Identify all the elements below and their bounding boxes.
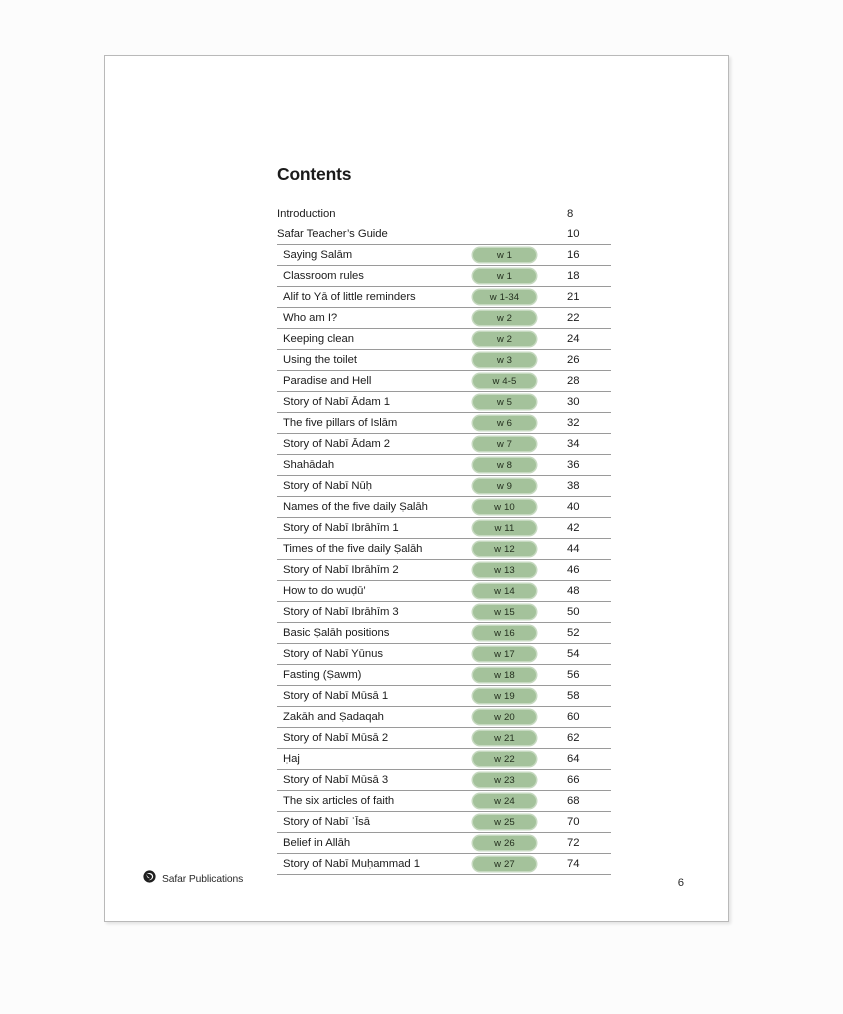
toc-entry-page-number: 30 (567, 396, 580, 408)
worksheet-badge (473, 752, 536, 766)
worksheet-badge-label: w 1 (496, 249, 513, 261)
worksheet-badge (473, 416, 536, 430)
toc-entry-page-number: 54 (567, 648, 580, 660)
toc-entry-title: Story of Nabī Yūnus (283, 648, 383, 660)
worksheet-badge-label: w 23 (494, 774, 515, 786)
toc-entry-title: Story of Nabī Ibrāhīm 3 (283, 606, 399, 618)
toc-entry-title: Names of the five daily Ṣalāh (283, 501, 428, 513)
document-page (104, 55, 729, 922)
toc-entry-title: How to do wuḍū’ (283, 585, 366, 597)
toc-entry-page-number: 40 (567, 501, 580, 513)
table-row (277, 307, 611, 328)
toc-entry-page-number: 36 (567, 459, 580, 471)
worksheet-badge-label: w 19 (494, 690, 515, 702)
worksheet-badge-label: w 15 (494, 606, 515, 618)
toc-entry-page-number: 38 (567, 480, 580, 492)
table-row (277, 224, 611, 244)
table-row (277, 853, 611, 875)
worksheet-badge-pill (473, 479, 536, 493)
toc-entry-title: Story of Nabī Nūḥ (283, 480, 372, 492)
toc-entry-title: Basic Ṣalāh positions (283, 627, 390, 639)
worksheet-badge (473, 647, 536, 661)
toc-entry-page-number: 42 (567, 522, 580, 534)
worksheet-badge (473, 395, 536, 409)
table-row (277, 748, 611, 769)
worksheet-badge-pill (473, 521, 536, 535)
toc-entry-page-number: 66 (567, 774, 580, 786)
worksheet-badge-label: w 17 (494, 648, 515, 660)
worksheet-badge (473, 710, 536, 724)
worksheet-badge-label: w 3 (496, 354, 513, 366)
toc-entry-title: Story of Nabī Mūsā 2 (283, 732, 389, 744)
worksheet-badge-pill (473, 857, 536, 871)
worksheet-badge-label: w 1-34 (489, 291, 520, 303)
worksheet-badge (473, 353, 536, 367)
page-title: Contents (277, 164, 352, 184)
worksheet-badge-label: w 18 (494, 669, 515, 681)
toc-entry-title: Paradise and Hell (283, 375, 372, 387)
worksheet-badge-label: w 27 (494, 858, 515, 870)
toc-entry-title: Zakāh and Ṣadaqah (283, 711, 384, 723)
worksheet-badge (473, 437, 536, 451)
toc-entry-page-number: 24 (567, 333, 580, 345)
toc-entry-title: Saying Salām (283, 249, 353, 261)
worksheet-badge (473, 374, 536, 388)
worksheet-badge (473, 332, 536, 346)
toc-entry-title: Shahādah (283, 459, 335, 471)
worksheet-badge-label: w 22 (494, 753, 515, 765)
worksheet-badge-label: w 21 (494, 732, 515, 744)
toc-entry-page-number: 48 (567, 585, 580, 597)
table-row (277, 559, 611, 580)
toc-entry-title: Story of Nabī Ādam 2 (283, 438, 390, 450)
worksheet-badge-pill (473, 437, 536, 451)
toc-entry-page-number: 16 (567, 249, 580, 261)
table-row (277, 769, 611, 790)
worksheet-badge (473, 584, 536, 598)
toc-entry-title: Story of Nabī ʿĪsā (283, 816, 370, 828)
table-row (277, 265, 611, 286)
toc-entry-page-number: 74 (567, 858, 580, 870)
worksheet-badge-label: w 14 (494, 585, 515, 597)
table-of-contents (277, 204, 611, 875)
toc-entry-title: The five pillars of Islām (283, 417, 398, 429)
worksheet-badge (473, 794, 536, 808)
toc-entry-title: Times of the five daily Ṣalāh (283, 543, 423, 555)
worksheet-badge (473, 815, 536, 829)
table-row (277, 790, 611, 811)
toc-entry-page-number: 56 (567, 669, 580, 681)
toc-entry-page-number: 68 (567, 795, 580, 807)
table-row (277, 685, 611, 706)
worksheet-badge-pill (473, 332, 536, 346)
worksheet-badge (473, 269, 536, 283)
table-row (277, 496, 611, 517)
worksheet-badge-pill (473, 248, 536, 262)
worksheet-badge (473, 458, 536, 472)
worksheet-badge-label: w 4-5 (492, 375, 517, 387)
worksheet-badge (473, 689, 536, 703)
table-row (277, 475, 611, 496)
worksheet-badge-pill (473, 773, 536, 787)
worksheet-badge-label: w 25 (494, 816, 515, 828)
worksheet-badge-pill (473, 290, 536, 304)
worksheet-badge-label: w 7 (496, 438, 513, 450)
worksheet-badge-pill (473, 374, 536, 388)
worksheet-badge-pill (473, 731, 536, 745)
footer-brand (143, 870, 243, 888)
worksheet-badge-pill (473, 647, 536, 661)
toc-entry-page-number: 8 (567, 208, 574, 220)
table-row (277, 622, 611, 643)
toc-entry-page-number: 62 (567, 732, 580, 744)
toc-entry-title: Story of Nabī Ibrāhīm 2 (283, 564, 399, 576)
worksheet-badge-pill (473, 416, 536, 430)
worksheet-badge-label: w 6 (496, 417, 513, 429)
worksheet-badge-pill (473, 626, 536, 640)
worksheet-badge-label: w 10 (494, 501, 515, 513)
table-row (277, 391, 611, 412)
table-row (277, 517, 611, 538)
toc-entry-title: Story of Nabī Muḥammad 1 (283, 858, 420, 870)
toc-entry-title: Safar Teacher’s Guide (277, 228, 388, 240)
worksheet-badge (473, 311, 536, 325)
worksheet-badge-label: w 13 (494, 564, 515, 576)
table-row (277, 580, 611, 601)
worksheet-badge (473, 500, 536, 514)
worksheet-badge-pill (473, 710, 536, 724)
toc-entry-page-number: 70 (567, 816, 580, 828)
worksheet-badge (473, 521, 536, 535)
toc-entry-page-number: 44 (567, 543, 580, 555)
worksheet-badge-pill (473, 395, 536, 409)
worksheet-badge (473, 563, 536, 577)
worksheet-badge-label: w 20 (494, 711, 515, 723)
toc-entry-title: Who am I? (283, 312, 338, 324)
table-row (277, 412, 611, 433)
toc-entry-title: The six articles of faith (283, 795, 395, 807)
table-row (277, 370, 611, 391)
safar-swirl-logo-icon (143, 870, 156, 888)
table-row (277, 286, 611, 307)
worksheet-badge (473, 626, 536, 640)
table-row (277, 664, 611, 685)
worksheet-badge-label: w 9 (496, 480, 513, 492)
toc-entry-title: Story of Nabī Mūsā 1 (283, 690, 389, 702)
toc-entry-page-number: 22 (567, 312, 580, 324)
worksheet-badge (473, 836, 536, 850)
toc-entry-title: Story of Nabī Mūsā 3 (283, 774, 389, 786)
brand-label: Safar Publications (162, 873, 244, 885)
toc-entry-title: Introduction (277, 208, 336, 220)
worksheet-badge-pill (473, 311, 536, 325)
worksheet-badge-label: w 1 (496, 270, 513, 282)
table-row (277, 811, 611, 832)
table-row (277, 706, 611, 727)
worksheet-badge-pill (473, 668, 536, 682)
worksheet-badge-pill (473, 563, 536, 577)
worksheet-badge-label: w 11 (494, 522, 515, 534)
worksheet-badge-pill (473, 353, 536, 367)
worksheet-badge-pill (473, 584, 536, 598)
worksheet-badge-label: w 2 (496, 333, 513, 345)
table-row (277, 832, 611, 853)
toc-entry-page-number: 60 (567, 711, 580, 723)
worksheet-badge-label: w 5 (496, 396, 513, 408)
worksheet-badge (473, 731, 536, 745)
table-row (277, 538, 611, 559)
worksheet-badge (473, 542, 536, 556)
table-row (277, 433, 611, 454)
worksheet-badge-pill (473, 815, 536, 829)
table-row (277, 349, 611, 370)
toc-entry-page-number: 26 (567, 354, 580, 366)
worksheet-badge (473, 605, 536, 619)
toc-entry-page-number: 46 (567, 564, 580, 576)
toc-entry-page-number: 32 (567, 417, 580, 429)
worksheet-badge-label: w 24 (494, 795, 515, 807)
table-row (277, 643, 611, 664)
worksheet-badge-pill (473, 752, 536, 766)
worksheet-badge (473, 668, 536, 682)
worksheet-badge-pill (473, 458, 536, 472)
toc-entry-title: Ḥaj (283, 753, 300, 765)
table-row (277, 244, 611, 265)
footer-page-number: 6 (677, 877, 684, 889)
worksheet-badge-pill (473, 542, 536, 556)
toc-entry-title: Belief in Allāh (283, 837, 351, 849)
worksheet-badge-pill (473, 689, 536, 703)
toc-entry-page-number: 58 (567, 690, 580, 702)
worksheet-badge-pill (473, 500, 536, 514)
toc-entry-page-number: 10 (567, 228, 580, 240)
toc-entry-title: Story of Nabī Ādam 1 (283, 396, 390, 408)
worksheet-badge-label: w 16 (494, 627, 515, 639)
toc-entry-page-number: 34 (567, 438, 580, 450)
worksheet-badge-label: w 12 (494, 543, 515, 555)
table-row (277, 328, 611, 349)
worksheet-badge (473, 479, 536, 493)
toc-entry-title: Alif to Yā of little reminders (283, 291, 416, 303)
toc-entry-page-number: 50 (567, 606, 580, 618)
table-row (277, 204, 611, 224)
toc-entry-page-number: 18 (567, 270, 580, 282)
toc-entry-page-number: 21 (567, 291, 580, 303)
toc-entry-page-number: 72 (567, 837, 580, 849)
table-row (277, 454, 611, 475)
worksheet-badge-pill (473, 836, 536, 850)
worksheet-badge-label: w 8 (496, 459, 513, 471)
worksheet-badge-label: w 2 (496, 312, 513, 324)
toc-entry-page-number: 64 (567, 753, 580, 765)
toc-entry-page-number: 52 (567, 627, 580, 639)
toc-entry-title: Classroom rules (283, 270, 364, 282)
worksheet-badge (473, 857, 536, 871)
worksheet-badge-label: w 26 (494, 837, 515, 849)
toc-entry-page-number: 28 (567, 375, 580, 387)
toc-entry-title: Fasting (Ṣawm) (283, 669, 362, 681)
table-row (277, 601, 611, 622)
worksheet-badge (473, 773, 536, 787)
worksheet-badge-pill (473, 794, 536, 808)
worksheet-badge-pill (473, 269, 536, 283)
table-row (277, 727, 611, 748)
worksheet-badge-pill (473, 605, 536, 619)
toc-entry-title: Story of Nabī Ibrāhīm 1 (283, 522, 399, 534)
worksheet-badge (473, 248, 536, 262)
toc-entry-title: Keeping clean (283, 333, 354, 345)
worksheet-badge (473, 290, 536, 304)
toc-entry-title: Using the toilet (283, 354, 357, 366)
